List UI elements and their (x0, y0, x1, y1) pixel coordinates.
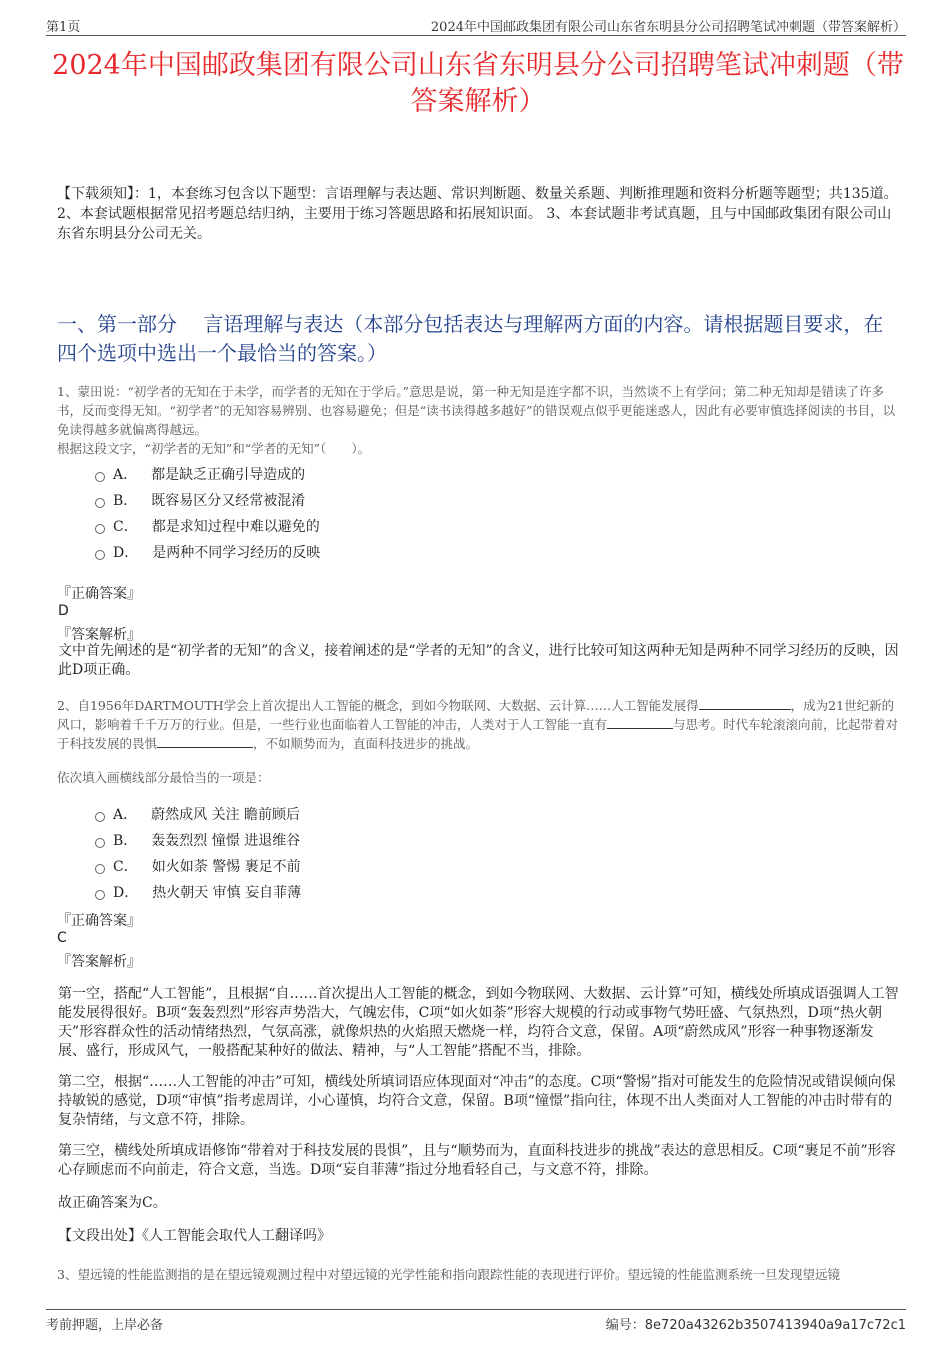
question-2-analysis-1: 第一空，搭配“人工智能”，且根据“自……首次提出人工智能的概念，到如今物联网、大数据、云计算”可知，横线处所填成语强调人工智能发展得很好。B项“轰轰烈烈”形容声势浩大，气魄宏伟，C项“如火如荼”形容大规模的行动或事物气势旺盛、气氛热烈，D项“热火朝天”形容群众性的活动情绪热烈，气氛高涨，就像炽热的火焰照天燃烧一样，均符合文意，保留。A项“蔚然成风”形容一种事物逐渐发展、盛行，形成风气，一般搭配某种好的做法、精神，与“人工智能”搭配不当，排除。 (58, 986, 899, 1059)
radio-icon[interactable] (95, 890, 105, 900)
question-1-text (57, 382, 900, 458)
question-2-source (58, 1227, 331, 1246)
radio-icon[interactable] (95, 498, 105, 508)
correct-answer-value: C (57, 930, 67, 946)
option-a[interactable]: A． 都是缺乏正确引导造成的 (95, 462, 320, 488)
download-notice: 【下载须知】：1，本套练习包含以下题型：言语理解与表达题、常识判断题、数量关系题、判断推理题和资料分析题等题型；共135道。 2、本套试题根据常见招考题总结归纳，主要用于练习答题思路和拓展知识面。 3、本套试题非考试真题，且与中国邮政集团有限公司山东省东明县分公司无关。 (57, 186, 898, 242)
question-3-passage: 3、望远镜的性能监测指的是在望远镜观测过程中对望远镜的光学性能和指向跟踪性能的表现进行评价。望远镜的性能监测系统一旦发现望远镜 (57, 1267, 840, 1282)
radio-icon[interactable] (95, 472, 105, 482)
option-b[interactable]: B． 既容易区分又经常被混淆 (95, 488, 320, 514)
question-1-options (95, 462, 320, 566)
analysis-label: 『答案解析』 (57, 627, 141, 643)
correct-answer-label: 『正确答案』 (57, 586, 141, 602)
question-2-conclusion: 故正确答案为C。 (58, 1195, 167, 1211)
radio-icon[interactable] (95, 550, 105, 560)
radio-icon[interactable] (95, 812, 105, 822)
question-1-passage: 1、蒙田说：“初学者的无知在于未学，而学者的无知在于学后。”意思是说，第一种无知是连字都不识，当然谈不上有学问；第二种无知却是错读了许多书，反而变得无知。“初学者”的无知容易辨别、也容易避免；但是“读书读得越多越好”的错误观点似乎更能迷惑人，因此有必要审慎选择阅读的书目，以免读得越多就偏离得越远。 (57, 384, 896, 437)
blank-3[interactable] (157, 736, 253, 748)
question-1-prompt: 根据这段文字，“初学者的无知”和“学者的无知”（ ）。 (57, 441, 371, 456)
option-c[interactable]: C． 如火如荼 警惕 裹足不前 (95, 854, 301, 880)
question-2-analysis-3: 第三空，横线处所填成语修饰“带着对于科技发展的畏惧”，且与“顺势而为，直面科技进步的挑战”表达的意思相反。C项“裹足不前”形容心存顾虑而不向前走，符合文意，当选。D项“妄自菲薄”指过分地看轻自己，与文意不符，排除。 (58, 1143, 896, 1178)
source-label: 【文段出处】 (58, 1228, 142, 1244)
option-d[interactable]: D． 热火朝天 审慎 妄自菲薄 (95, 880, 301, 906)
blank-1[interactable] (699, 698, 791, 710)
page-number: 第1页 (46, 20, 81, 35)
question-2-passage: 2、自1956年DARTMOUTH学会上首次提出人工智能的概念，到如今物联网、大数据、云计算……人工智能发展得 ，成为21世纪新的风口，影响着千千万万的行业。但是，一些行业也面临着人工智能的冲击，人类对于人工智能一直有 与思考。时代车轮滚滚向前，比起带着对于科技发展的畏惧 ，不如顺势而为，直面科技进步的挑战。 (57, 698, 899, 751)
footer-slogan: 考前押题，上岸必备 (46, 1318, 164, 1333)
header-doc-title: 2024年中国邮政集团有限公司山东省东明县分公司招聘笔试冲刺题（带答案解析） (430, 20, 906, 35)
option-b[interactable]: B． 轰轰烈烈 憧憬 进退维谷 (95, 828, 301, 854)
page-footer (46, 1309, 906, 1331)
correct-answer-label: 『正确答案』 (57, 913, 141, 929)
footer-code: 编号：8e720a43262b3507413940a9a17c72c1 (605, 1318, 906, 1333)
source-title: 《人工智能会取代人工翻译吗》 (142, 1228, 331, 1244)
analysis-label: 『答案解析』 (57, 954, 141, 970)
question-1-analysis: 文中首先阐述的是“初学者的无知”的含义，接着阐述的是“学者的无知”的含义，进行比较可知这两种无知是两种不同学习经历的反映，因此D项正确。 (58, 643, 899, 678)
blank-2[interactable] (607, 717, 673, 729)
question-2-analysis-2: 第二空，根据“……人工智能的冲击”可知，横线处所填词语应体现面对“冲击”的态度。C项“警惕”指对可能发生的危险情况或错误倾向保持敏锐的感觉，D项“审慎”指考虑周详，小心谨慎，均符合文意，保留。B项“憧憬”指向往，体现不出人类面对人工智能的冲击时带有的复杂情绪，与文意不符，排除。 (58, 1074, 896, 1128)
question-2-options (95, 802, 301, 906)
radio-icon[interactable] (95, 524, 105, 534)
page-header (46, 14, 906, 36)
section-title: 一、第一部分 言语理解与表达（本部分包括表达与理解两方面的内容。请根据题目要求，在四个选项中选出一个最恰当的答案。） (57, 312, 884, 365)
option-a[interactable]: A． 蔚然成风 关注 瞻前顾后 (95, 802, 301, 828)
correct-answer-value: D (58, 603, 69, 619)
question-2-prompt: 依次填入画横线部分最恰当的一项是： (57, 770, 270, 785)
option-d[interactable]: D． 是两种不同学习经历的反映 (95, 540, 320, 566)
radio-icon[interactable] (95, 864, 105, 874)
document-title: 2024年中国邮政集团有限公司山东省东明县分公司招聘笔试冲刺题（带答案解析） (52, 50, 904, 117)
radio-icon[interactable] (95, 838, 105, 848)
option-c[interactable]: C． 都是求知过程中难以避免的 (95, 514, 320, 540)
